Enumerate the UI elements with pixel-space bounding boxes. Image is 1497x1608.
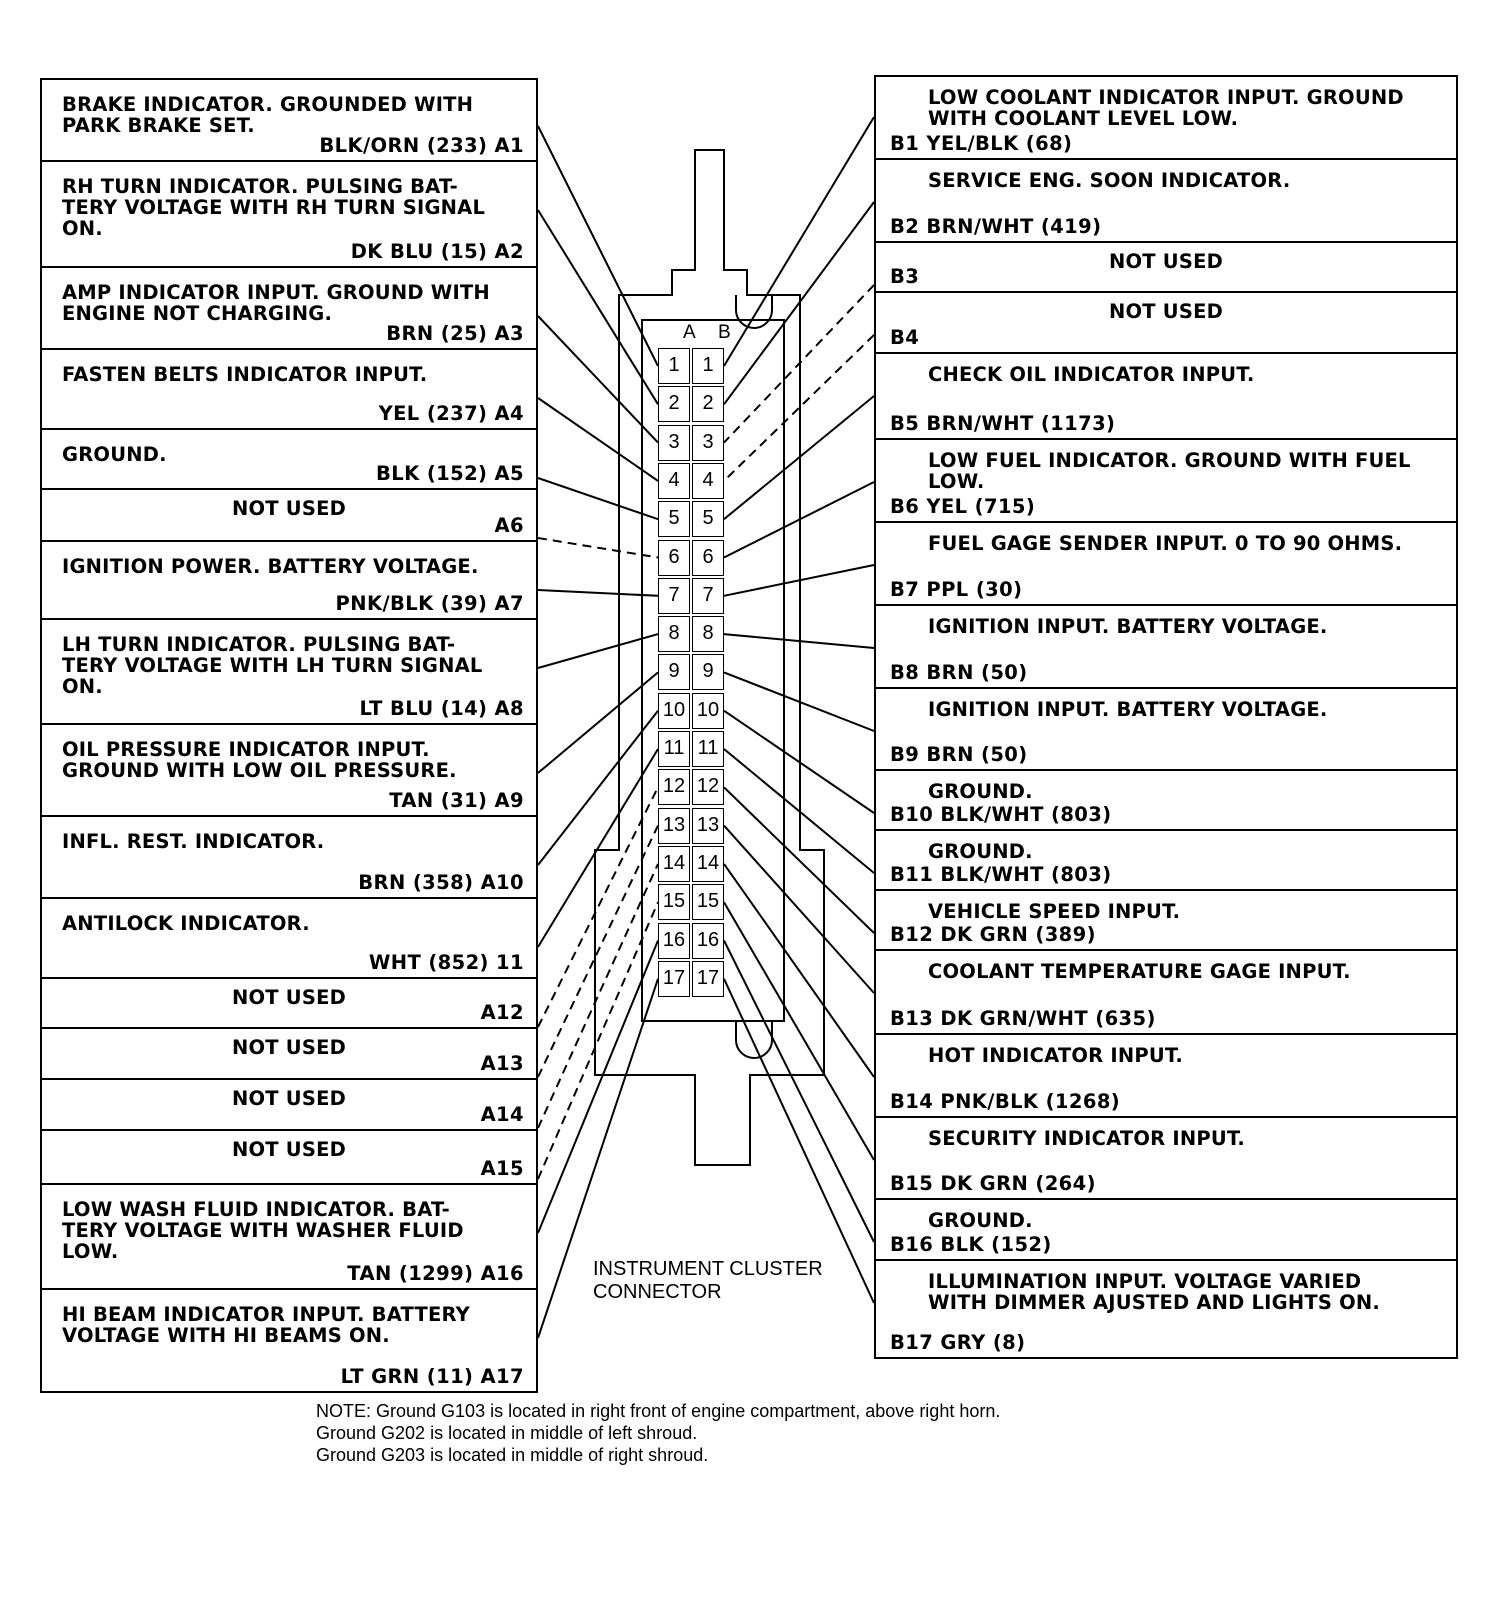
- right-circuit-box: [874, 523, 1458, 606]
- right-circuit-box: [874, 951, 1458, 1035]
- pin-a-13: 13: [658, 808, 690, 844]
- pin-b-3: 3: [692, 425, 724, 461]
- left-circuit-box: [40, 1290, 538, 1393]
- wire-code: B3: [890, 265, 920, 288]
- wire-code: DK BLU (15) A2: [350, 240, 524, 263]
- pin-a-4: 4: [658, 463, 690, 499]
- connector-label: INSTRUMENT CLUSTER CONNECTOR: [593, 1258, 823, 1303]
- circuit-description: NOT USED: [1109, 300, 1223, 323]
- pin-a-3: 3: [658, 425, 690, 461]
- pin-b-4: 4: [692, 463, 724, 499]
- left-circuit-box: [40, 620, 538, 725]
- wire-code: B14 PNK/BLK (1268): [890, 1090, 1121, 1113]
- pin-a-14: 14: [658, 846, 690, 882]
- pin-a-10: 10: [658, 693, 690, 729]
- right-circuit-box: [874, 1035, 1458, 1118]
- wire-code: BRN (358) A10: [358, 871, 524, 894]
- circuit-description: NOT USED: [232, 986, 346, 1009]
- pin-b-10: 10: [692, 693, 724, 729]
- pin-b-15: 15: [692, 884, 724, 920]
- wire-code: LT BLU (14) A8: [359, 697, 524, 720]
- right-circuit-box: [874, 440, 1458, 523]
- wire-line-a12: [538, 787, 658, 1027]
- note-line: NOTE: Ground G103 is located in right front of engine compartment, above right horn.: [316, 1401, 1001, 1421]
- left-circuit-box: [40, 979, 538, 1029]
- right-circuit-box: [874, 891, 1458, 951]
- pin-b-14: 14: [692, 846, 724, 882]
- circuit-description: LOW WASH FLUID INDICATOR. BAT- TERY VOLTAGE WITH WASHER FLUID LOW.: [62, 1198, 464, 1263]
- right-circuit-box: [874, 75, 1458, 160]
- left-circuit-box: [40, 1080, 538, 1131]
- left-circuit-box: [40, 725, 538, 817]
- wire-code: B1 YEL/BLK (68): [890, 132, 1073, 155]
- pin-a-12: 12: [658, 769, 690, 805]
- wire-code: BLK (152) A5: [376, 462, 524, 485]
- wire-line-a10: [538, 711, 658, 865]
- wire-code: B4: [890, 326, 920, 349]
- circuit-description: HOT INDICATOR INPUT.: [928, 1044, 1184, 1067]
- wire-line-b15: [724, 902, 874, 1160]
- circuit-description: FUEL GAGE SENDER INPUT. 0 TO 90 OHMS.: [928, 532, 1403, 555]
- left-circuit-box: [40, 1029, 538, 1080]
- circuit-description: OIL PRESSURE INDICATOR INPUT. GROUND WITH LOW OIL PRESSURE.: [62, 738, 457, 782]
- pin-a-17: 17: [658, 961, 690, 997]
- pin-b-11: 11: [692, 731, 724, 767]
- wire-code: BRN (25) A3: [386, 322, 524, 345]
- pin-b-5: 5: [692, 501, 724, 537]
- ground-note: [316, 1400, 1000, 1466]
- right-circuit-box: [874, 160, 1458, 243]
- pin-b-2: 2: [692, 386, 724, 422]
- right-circuit-box: [874, 293, 1458, 354]
- column-a-header: A: [683, 322, 696, 343]
- pin-b-9: 9: [692, 654, 724, 690]
- pin-a-1: 1: [658, 348, 690, 384]
- circuit-description: CHECK OIL INDICATOR INPUT.: [928, 363, 1255, 386]
- left-circuit-box: [40, 162, 538, 268]
- circuit-description: GROUND.: [928, 1209, 1033, 1232]
- circuit-description: NOT USED: [232, 1138, 346, 1161]
- wire-line-a2: [538, 210, 658, 404]
- pin-b-16: 16: [692, 923, 724, 959]
- pin-a-5: 5: [658, 501, 690, 537]
- pin-a-11: 11: [658, 731, 690, 767]
- circuit-description: AMP INDICATOR INPUT. GROUND WITH ENGINE NOT CHARGING.: [62, 281, 490, 325]
- circuit-description: IGNITION POWER. BATTERY VOLTAGE.: [62, 555, 479, 578]
- wire-code: TAN (1299) A16: [347, 1262, 524, 1285]
- wire-code: A15: [480, 1157, 524, 1180]
- wire-code: B12 DK GRN (389): [890, 923, 1096, 946]
- circuit-description: COOLANT TEMPERATURE GAGE INPUT.: [928, 960, 1351, 983]
- pin-b-17: 17: [692, 961, 724, 997]
- wire-code: A12: [480, 1001, 524, 1024]
- wire-line-a8: [538, 634, 658, 668]
- circuit-description: NOT USED: [232, 1036, 346, 1059]
- wire-code: B10 BLK/WHT (803): [890, 803, 1112, 826]
- wire-code: B16 BLK (152): [890, 1233, 1052, 1256]
- wire-code: B13 DK GRN/WHT (635): [890, 1007, 1156, 1030]
- circuit-description: IGNITION INPUT. BATTERY VOLTAGE.: [928, 615, 1328, 638]
- left-circuit-box: [40, 268, 538, 350]
- pin-b-8: 8: [692, 616, 724, 652]
- circuit-description: VEHICLE SPEED INPUT.: [928, 900, 1181, 923]
- right-circuit-box: [874, 243, 1458, 293]
- circuit-description: BRAKE INDICATOR. GROUNDED WITH PARK BRAKE SET.: [62, 93, 474, 137]
- wire-code: BLK/ORN (233) A1: [319, 134, 524, 157]
- circuit-description: LOW COOLANT INDICATOR INPUT. GROUND WITH COOLANT LEVEL LOW.: [928, 86, 1404, 130]
- wire-line-a7: [538, 590, 658, 596]
- right-circuit-box: [874, 689, 1458, 771]
- wire-code: B8 BRN (50): [890, 661, 1028, 684]
- wire-code: LT GRN (11) A17: [340, 1365, 524, 1388]
- left-circuit-box: [40, 1131, 538, 1185]
- wire-code: PNK/BLK (39) A7: [335, 592, 524, 615]
- pin-a-16: 16: [658, 923, 690, 959]
- pin-a-6: 6: [658, 540, 690, 576]
- circuit-description: IGNITION INPUT. BATTERY VOLTAGE.: [928, 698, 1328, 721]
- wire-code: A14: [480, 1103, 524, 1126]
- wire-line-a9: [538, 672, 658, 773]
- pin-b-7: 7: [692, 578, 724, 614]
- circuit-description: SECURITY INDICATOR INPUT.: [928, 1127, 1246, 1150]
- circuit-description: RH TURN INDICATOR. PULSING BAT- TERY VOLTAGE WITH RH TURN SIGNAL ON.: [62, 175, 486, 240]
- wire-line-a6: [538, 538, 658, 558]
- left-circuit-box: [40, 350, 538, 430]
- circuit-description: NOT USED: [232, 1087, 346, 1110]
- wire-code: A13: [480, 1052, 524, 1075]
- wire-line-a5: [538, 478, 658, 519]
- pin-b-13: 13: [692, 808, 724, 844]
- wire-code: B6 YEL (715): [890, 495, 1036, 518]
- left-circuit-box: [40, 542, 538, 620]
- circuit-description: ANTILOCK INDICATOR.: [62, 912, 310, 935]
- circuit-description: GROUND.: [928, 840, 1033, 863]
- left-circuit-box: [40, 430, 538, 490]
- wire-line-b17: [724, 979, 874, 1303]
- right-circuit-box: [874, 606, 1458, 689]
- note-line: Ground G202 is located in middle of left shroud.: [316, 1423, 698, 1443]
- pin-a-15: 15: [658, 884, 690, 920]
- wire-code: B9 BRN (50): [890, 743, 1028, 766]
- wire-code: B2 BRN/WHT (419): [890, 215, 1102, 238]
- left-circuit-box: [40, 1185, 538, 1290]
- left-circuit-box: [40, 78, 538, 162]
- wire-code: B5 BRN/WHT (1173): [890, 412, 1116, 435]
- right-circuit-box: [874, 771, 1458, 831]
- column-b-header: B: [718, 322, 731, 343]
- wire-line-a1: [538, 126, 658, 366]
- circuit-description: ILLUMINATION INPUT. VOLTAGE VARIED WITH DIMMER AJUSTED AND LIGHTS ON.: [928, 1270, 1381, 1314]
- left-circuit-box: [40, 817, 538, 899]
- right-circuit-box: [874, 1261, 1458, 1359]
- wire-code: TAN (31) A9: [389, 789, 524, 812]
- left-circuit-box: [40, 490, 538, 542]
- wire-code: B17 GRY (8): [890, 1331, 1026, 1354]
- circuit-description: HI BEAM INDICATOR INPUT. BATTERY VOLTAGE WITH HI BEAMS ON.: [62, 1303, 470, 1347]
- wire-line-a15: [538, 902, 658, 1179]
- wire-line-a11: [538, 749, 658, 947]
- pin-a-9: 9: [658, 654, 690, 690]
- circuit-description: LH TURN INDICATOR. PULSING BAT- TERY VOLTAGE WITH LH TURN SIGNAL ON.: [62, 633, 483, 698]
- pin-b-12: 12: [692, 769, 724, 805]
- circuit-description: FASTEN BELTS INDICATOR INPUT.: [62, 363, 428, 386]
- circuit-description: LOW FUEL INDICATOR. GROUND WITH FUEL LOW.: [928, 449, 1411, 493]
- right-circuit-box: [874, 831, 1458, 891]
- wire-code: WHT (852) 11: [368, 951, 524, 974]
- wire-line-a4: [538, 398, 658, 481]
- wire-line-b16: [724, 941, 874, 1243]
- wire-code: B7 PPL (30): [890, 578, 1023, 601]
- pin-a-8: 8: [658, 616, 690, 652]
- wire-code: B11 BLK/WHT (803): [890, 863, 1112, 886]
- circuit-description: GROUND.: [62, 443, 167, 466]
- wire-code: B15 DK GRN (264): [890, 1172, 1096, 1195]
- right-circuit-box: [874, 1118, 1458, 1200]
- left-circuit-box: [40, 899, 538, 979]
- right-circuit-box: [874, 1200, 1458, 1261]
- right-circuit-box: [874, 354, 1458, 440]
- circuit-description: GROUND.: [928, 780, 1033, 803]
- pin-b-6: 6: [692, 540, 724, 576]
- pin-a-7: 7: [658, 578, 690, 614]
- circuit-description: INFL. REST. INDICATOR.: [62, 830, 325, 853]
- pin-b-1: 1: [692, 348, 724, 384]
- pin-a-2: 2: [658, 386, 690, 422]
- circuit-description: NOT USED: [1109, 250, 1223, 273]
- wire-line-a3: [538, 316, 658, 443]
- circuit-description: SERVICE ENG. SOON INDICATOR.: [928, 169, 1291, 192]
- wire-code: A6: [494, 514, 524, 537]
- circuit-description: NOT USED: [232, 497, 346, 520]
- note-line: Ground G203 is located in middle of right shroud.: [316, 1445, 709, 1465]
- wire-code: YEL (237) A4: [378, 402, 524, 425]
